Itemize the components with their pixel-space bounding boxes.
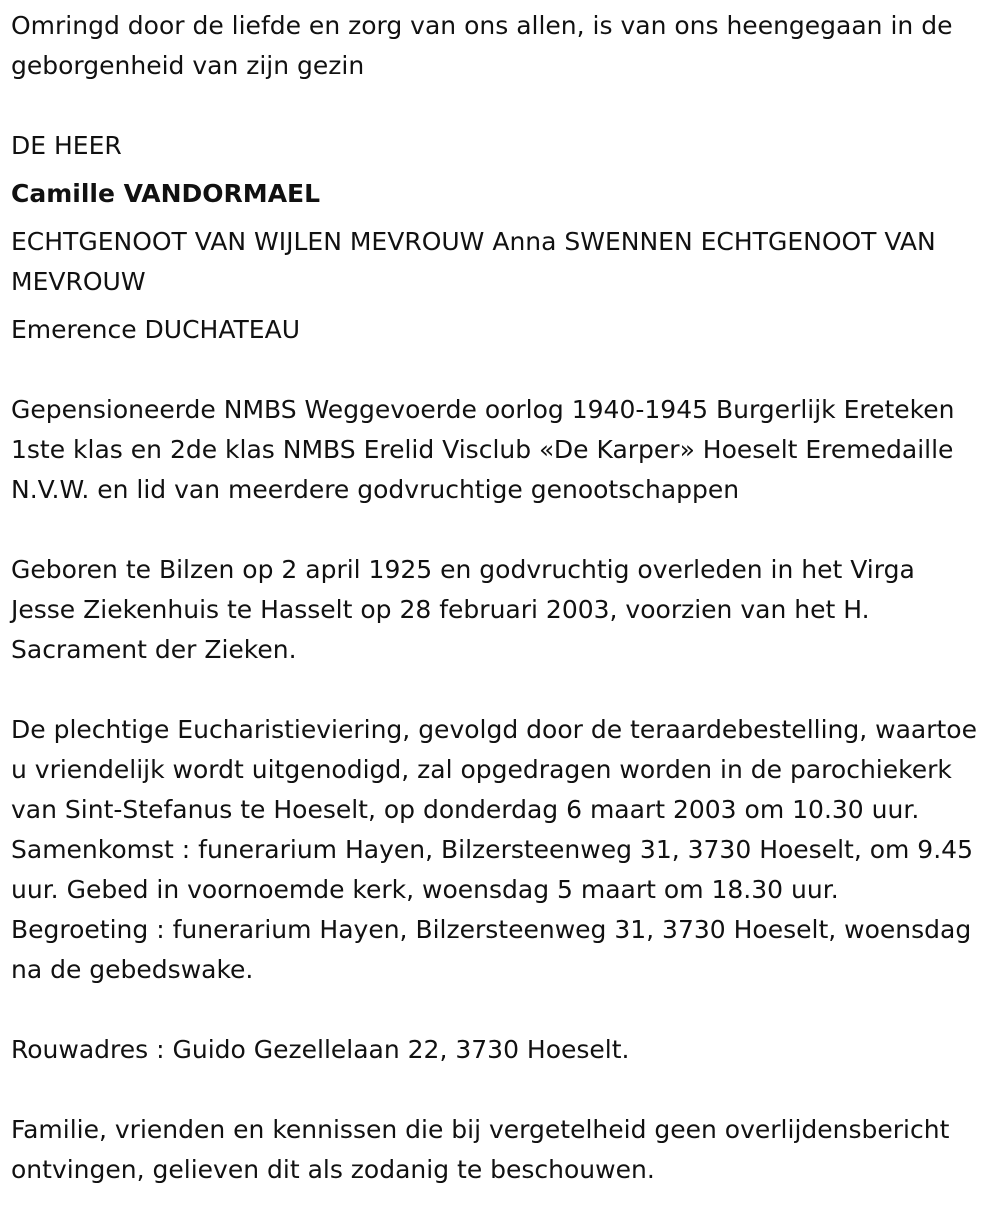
honorific: DE HEER bbox=[11, 131, 122, 160]
deceased-name: Camille VANDORMAEL bbox=[11, 179, 321, 208]
closing-paragraph: Familie, vrienden en kennissen die bij vergetelheid geen overlijdensbericht ontvingen, gelieven dit als zodanig te beschouwen. bbox=[11, 1115, 950, 1184]
intro-text: Omringd door de liefde en zorg van ons allen, is van ons heengegaan in de geborgenheid van zijn gezin bbox=[11, 11, 953, 80]
titles-paragraph: Gepensioneerde NMBS Weggevoerde oorlog 1940-1945 Burgerlijk Ereteken 1ste klas en 2de klas NMBS Erelid Visclub «De Karper» Hoeselt Eremedaille N.V.W. en lid van meerdere godvruchtige genootschappen bbox=[11, 395, 955, 504]
ceremony-paragraph: De plechtige Eucharistieviering, gevolgd door de teraardebestelling, waartoe u vriendelijk wordt uitgenodigd, zal opgedragen worden in de parochiekerk van Sint-Stefanus te Hoeselt, op donderdag 6 maart 2003 om 10.30 uur. Samenkomst : funerarium Hayen, Bilzersteenweg 31, 3730 Hoeselt, om 9.45 uur. Gebed in voornoemde kerk, woensdag 5 maart om 18.30 uur. Begroeting : funerarium Hayen, Bilzersteenweg 31, 3730 Hoeselt, woensdag na de gebedswake. bbox=[11, 715, 977, 984]
mourning-address: Rouwadres : Guido Gezellelaan 22, 3730 Hoeselt. bbox=[11, 1035, 630, 1064]
spouse-name: Emerence DUCHATEAU bbox=[11, 315, 300, 344]
spouse-line: ECHTGENOOT VAN WIJLEN MEVROUW Anna SWENNEN ECHTGENOOT VAN MEVROUW bbox=[11, 227, 936, 296]
birth-death-paragraph: Geboren te Bilzen op 2 april 1925 en godvruchtig overleden in het Virga Jesse Ziekenhuis te Hasselt op 28 februari 2003, voorzien van het H. Sacrament der Zieken. bbox=[11, 555, 915, 664]
